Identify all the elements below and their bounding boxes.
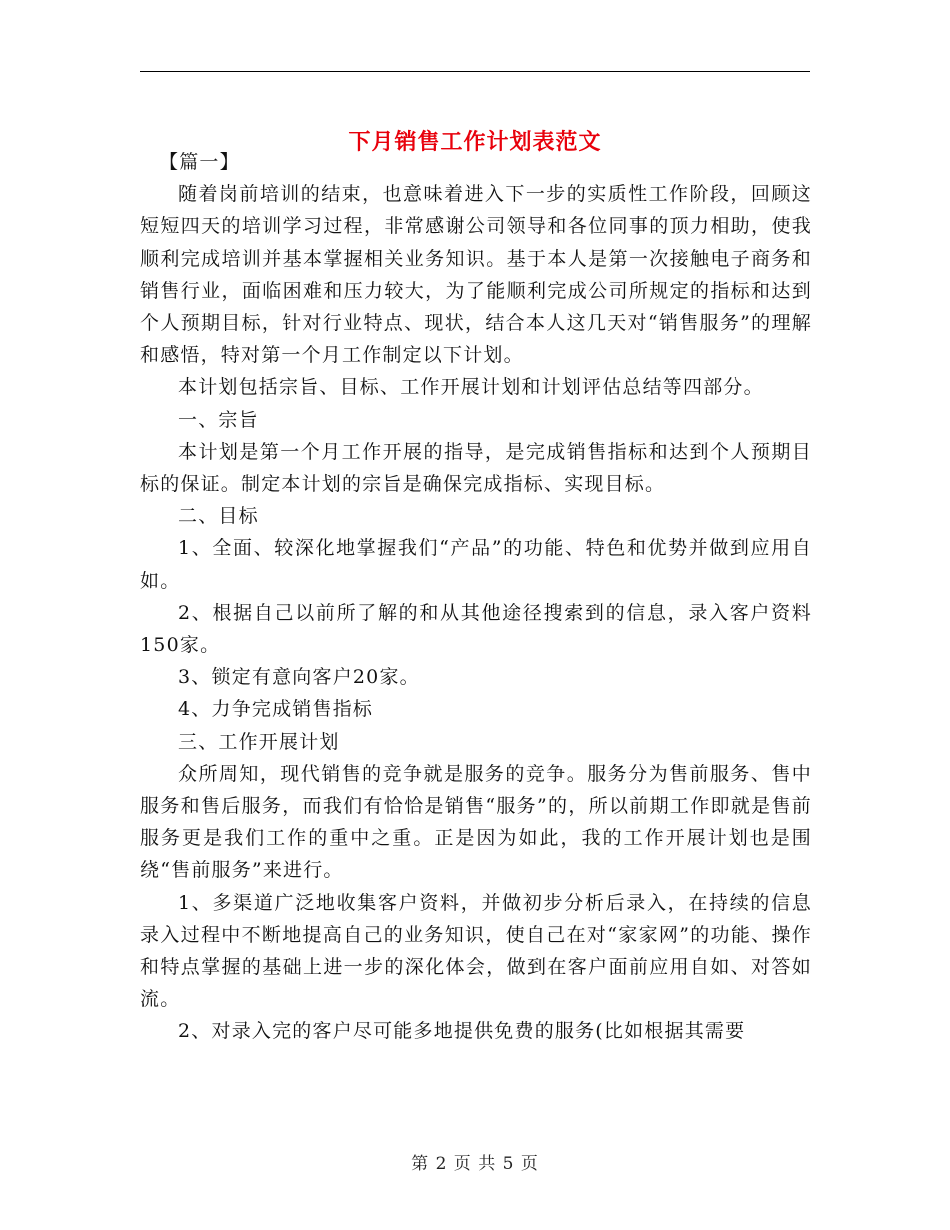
document-title: 下月销售工作计划表范文	[348, 128, 602, 155]
plan-item-2: 2、对录入完的客户尽可能多地提供免费的服务(比如根据其需要	[178, 1020, 746, 1043]
page-number: 第 2 页 共 5 页	[411, 1154, 539, 1174]
header-rule	[140, 71, 810, 72]
heading-goals: 二、目标	[178, 505, 259, 528]
paragraph-intro: 随着岗前培训的结束，也意味着进入下一步的实质性工作阶段，回顾这短短四天的培训学习过程，非常感谢公司领导和各位同事的顶力相助，使我顺利完成培训并基本掌握相关业务知识。基于本人是第一次接触电子商务和销售行业，面临困难和压力较大，为了能顺利完成公司所规定的指标和达到个人预期目标，针对行业特点、现状，结合本人这几天对“销售服务”的理解和感悟，特对第一个月工作制定以下计划。	[140, 183, 812, 367]
paragraph-overview: 本计划包括宗旨、目标、工作开展计划和计划评估总结等四部分。	[178, 376, 764, 399]
goal-item-4: 4、力争完成销售指标	[178, 698, 374, 721]
paragraph-purpose: 本计划是第一个月工作开展的指导，是完成销售指标和达到个人预期目标的保证。制定本计划的宗旨是确保完成指标、实现目标。	[140, 440, 812, 496]
goal-item-3: 3、锁定有意向客户20家。	[178, 666, 420, 689]
heading-plan: 三、工作开展计划	[178, 730, 340, 753]
section-label: 【篇一】	[159, 151, 240, 173]
plan-item-1: 1、多渠道广泛地收集客户资料，并做初步分析后录入，在持续的信息录入过程中不断地提高自己的业务知识，使自己在对“家家网”的功能、操作和特点掌握的基础上进一步的深化体会，做到在客户面前应用自如、对答如流。	[140, 891, 812, 1011]
goal-item-2: 2、根据自己以前所了解的和从其他途径搜索到的信息，录入客户资料150家。	[140, 601, 812, 657]
goal-item-1: 1、全面、较深化地掌握我们“产品”的功能、特色和优势并做到应用自如。	[140, 537, 812, 592]
document-body	[140, 146, 812, 1048]
paragraph-plan: 众所周知，现代销售的竞争就是服务的竞争。服务分为售前服务、售中服务和售后服务，而我们有恰恰是销售“服务”的，所以前期工作即就是售前服务更是我们工作的重中之重。正是因为如此，我的工作开展计划也是围绕“售前服务”来进行。	[140, 762, 812, 882]
heading-purpose: 一、宗旨	[178, 408, 259, 431]
